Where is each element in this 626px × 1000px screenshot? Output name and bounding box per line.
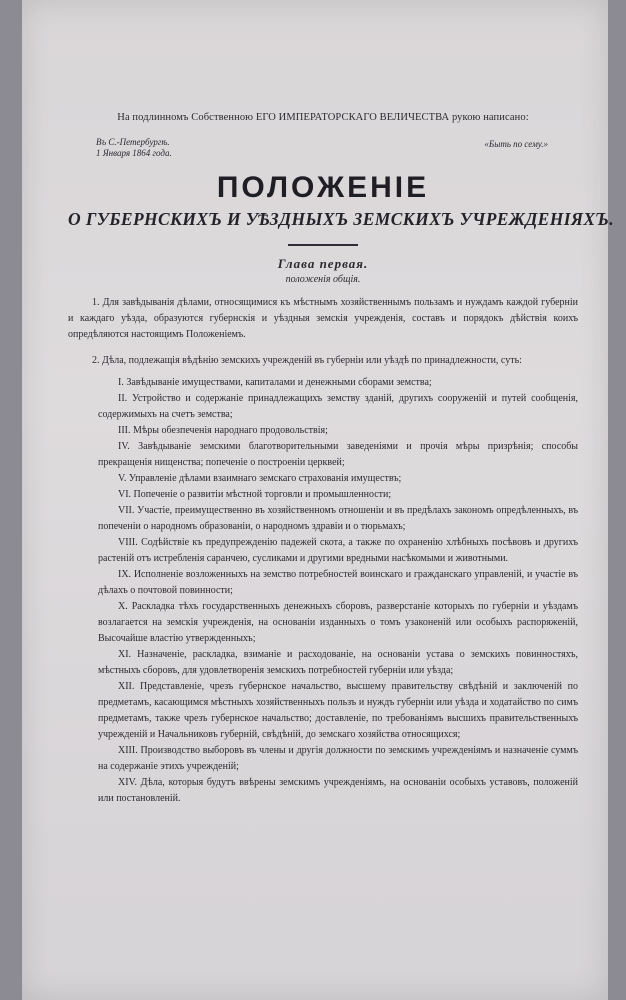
list-item: III. Мѣры обезпеченія народнаго продовольствія;: [118, 425, 328, 436]
chapter-heading: Глава первая.: [277, 256, 369, 271]
list-item: IX. Исполненіе возложенныхъ на земство потребностей воинскаго и гражданскаго управленій, и участіе въ дѣлахъ о почтовой повинности;: [98, 569, 578, 596]
list-item: XIV. Дѣла, которыя будутъ ввѣрены земскимъ учрежденіямъ, на основаніи особыхъ уставовъ, положеній или постановленій.: [98, 777, 578, 804]
divider: [288, 244, 358, 246]
document-title: ПОЛОЖЕНІЕ: [216, 171, 430, 204]
list-item: X. Раскладка тѣхъ государственныхъ денежныхъ сборовъ, разверстаніе которыхъ по губерніи и уѣздамъ возлагается на земскія учрежденія, на основаніи изданныхъ о томъ узаконеній или особыхъ распоряженій, Высочайше властію утвержденныхъ;: [98, 601, 578, 644]
list-item: II. Устройство и содержаніе принадлежащихъ земству зданій, другихъ сооруженій и путей сообщенія, содержимыхъ на счетъ земства;: [98, 393, 578, 420]
list-item: XIII. Производство выборовъ въ члены и другія должности по земскимъ учрежденіямъ и назначеніе суммъ на содержаніе этихъ учрежденій;: [98, 745, 578, 772]
imperial-note: «Быть по сему.»: [484, 139, 548, 149]
place-date: [96, 137, 172, 159]
list-item: V. Управленіе дѣлами взаимнаго земскаго страхованія имуществъ;: [118, 473, 402, 484]
list-item: VI. Попеченіе о развитіи мѣстной торговли и промышленности;: [118, 489, 392, 500]
date-line: 1 Января 1864 года.: [96, 148, 172, 158]
list-item: VIII. Содѣйствіе къ предупрежденію падежей скота, а также по охраненію хлѣбныхъ посѣвовъ и другихъ растеній отъ истребленія саранчею, сусликами и другими вредными насѣкомыми и животными.: [98, 537, 578, 564]
list-item: IV. Завѣдываніе земскими благотворительными заведеніями и прочія мѣры призрѣнія; способы прекращенія нищенства; попеченіе о построеніи церквей;: [98, 441, 578, 468]
chapter-subheading: положенія общія.: [285, 274, 361, 285]
meta-row: [68, 137, 578, 159]
approval-line: На подлинномъ Собственною ЕГО ИМПЕРАТОРСКАГО ВЕЛИЧЕСТВА рукою написано:: [117, 112, 529, 123]
document-subtitle: О ГУБЕРНСКИХЪ И УѢЗДНЫХЪ ЗЕМСКИХЪ УЧРЕЖДЕНІЯХЪ.: [68, 209, 614, 229]
list-item: I. Завѣдываніе имуществами, капиталами и денежными сборами земства;: [118, 377, 432, 388]
list-item: XI. Назначеніе, раскладка, взиманіе и расходованіе, на основаніи устава о земскихъ повинностяхъ, мѣстныхъ сборовъ, для удовлетворенія земскихъ потребностей губерніи или уѣзда;: [98, 649, 578, 676]
list-item: XII. Представленіе, чрезъ губернское начальство, высшему правительству свѣдѣній и заключеній по предметамъ, касающимся мѣстныхъ хозяйственныхъ пользъ и нуждъ губерніи или уѣзда и ходатайство по симъ предметамъ, также чрезъ губернское начальство; доставленіе, по требованіямъ высшихъ правительственныхъ учрежденій и Начальниковъ губерній, свѣдѣній, до земскаго хозяйства относящихся;: [98, 681, 578, 740]
paragraph-1: 1. Для завѣдыванія дѣлами, относящимися къ мѣстнымъ хозяйственнымъ пользамъ и нуждамъ каждой губерніи и каждаго уѣзда, образуются губернскія и уѣздныя земскія учрежденія, составъ и порядокъ дѣйствія коихъ опредѣляются настоящимъ Положеніемъ.: [68, 297, 578, 340]
place-line: Въ С.-Петербургѣ.: [96, 137, 170, 147]
item-list: [68, 375, 578, 807]
list-item: VII. Участіе, преимущественно въ хозяйственномъ отношеніи и въ предѣлахъ закономъ опредѣленныхъ, въ попеченіи о народномъ образованіи, о народномъ здравіи и о тюрьмахъ;: [98, 505, 578, 532]
paragraph-2: 2. Дѣла, подлежащія вѣдѣнію земскихъ учрежденій въ губерніи или уѣздѣ по принадлежности, суть:: [92, 355, 522, 366]
document-page: [22, 0, 614, 1000]
document-content: [68, 112, 614, 807]
